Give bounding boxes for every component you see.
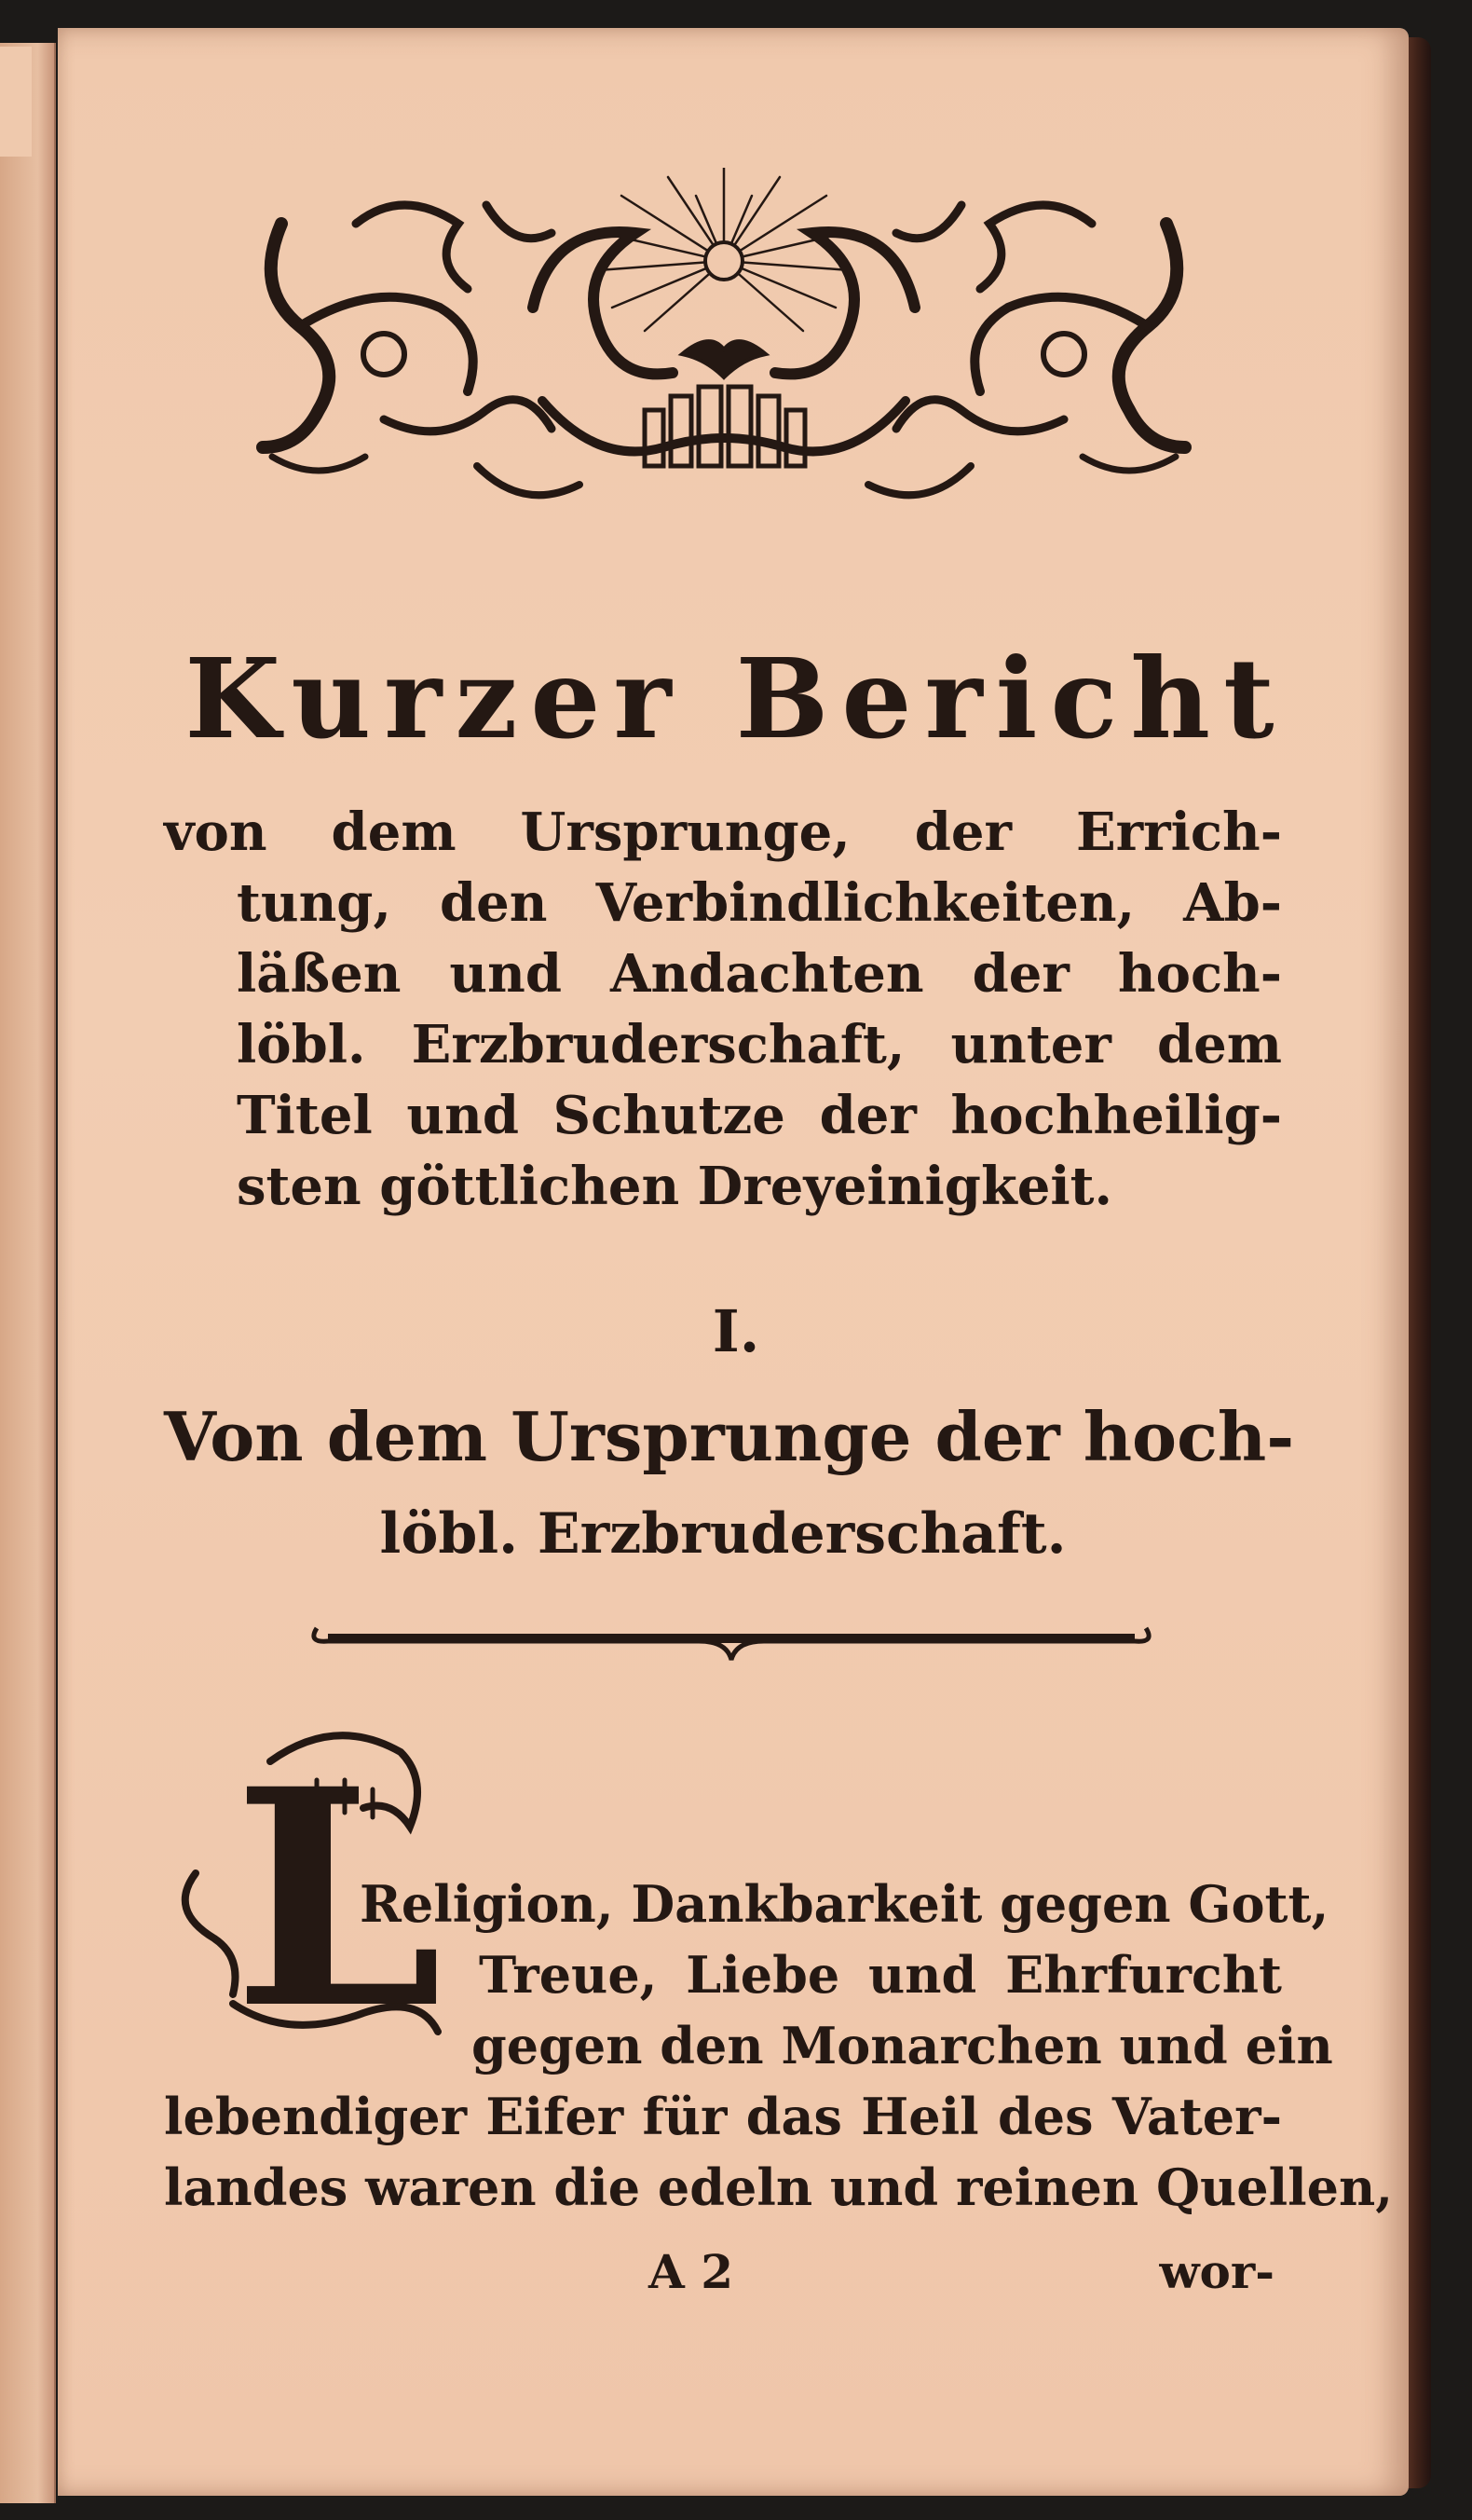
section-number: I. [712, 1297, 760, 1365]
subtitle-block [164, 797, 1282, 1222]
drop-initial-letter: L [233, 1725, 443, 2041]
subtitle-line: sten göttlichen Dreyeinigkeit. [237, 1156, 1113, 1217]
signature-mark: A 2 [648, 2244, 733, 2299]
body-line: landes waren die edeln und reinen Quellen, [164, 2157, 1394, 2217]
section-heading [164, 1389, 1295, 1582]
ornamental-headpiece [244, 168, 1204, 541]
body-line: Religion, Dankbarkeit gegen Gott, [360, 1874, 1329, 1934]
section-heading-line-1: Von dem Ursprunge der hoch- [164, 1397, 1295, 1476]
subtitle-line: läßen und Andachten der hoch- [237, 943, 1282, 1005]
headpiece-ornament-icon [244, 168, 1204, 541]
subtitle-line: Titel und Schutze der hochheilig- [237, 1085, 1282, 1146]
subtitle-line: von dem Ursprunge, der Errich- [164, 801, 1282, 863]
book-title: Kurzer Bericht [184, 634, 1288, 763]
left-page-tab [0, 47, 32, 157]
left-page-edge [0, 43, 56, 2503]
catchword: wor- [1159, 2244, 1274, 2299]
section-heading-line-2: löbl. Erzbruderschaft. [379, 1501, 1067, 1567]
subtitle-line: löbl. Erzbruderschaft, unter dem [237, 1014, 1282, 1075]
body-line: Treue, Liebe und Ehrfurcht [479, 1945, 1282, 2005]
subtitle-line: tung, den Verbindlichkeiten, Ab- [237, 872, 1282, 934]
body-line: lebendiger Eifer für das Heil des Vater- [164, 2087, 1282, 2146]
rule-ornament-icon [307, 1608, 1155, 1664]
body-line: gegen den Monarchen und ein [471, 2016, 1333, 2075]
body-text [164, 1869, 1394, 2223]
page-footer [164, 2244, 1282, 2309]
ornamental-rule [307, 1608, 1155, 1664]
